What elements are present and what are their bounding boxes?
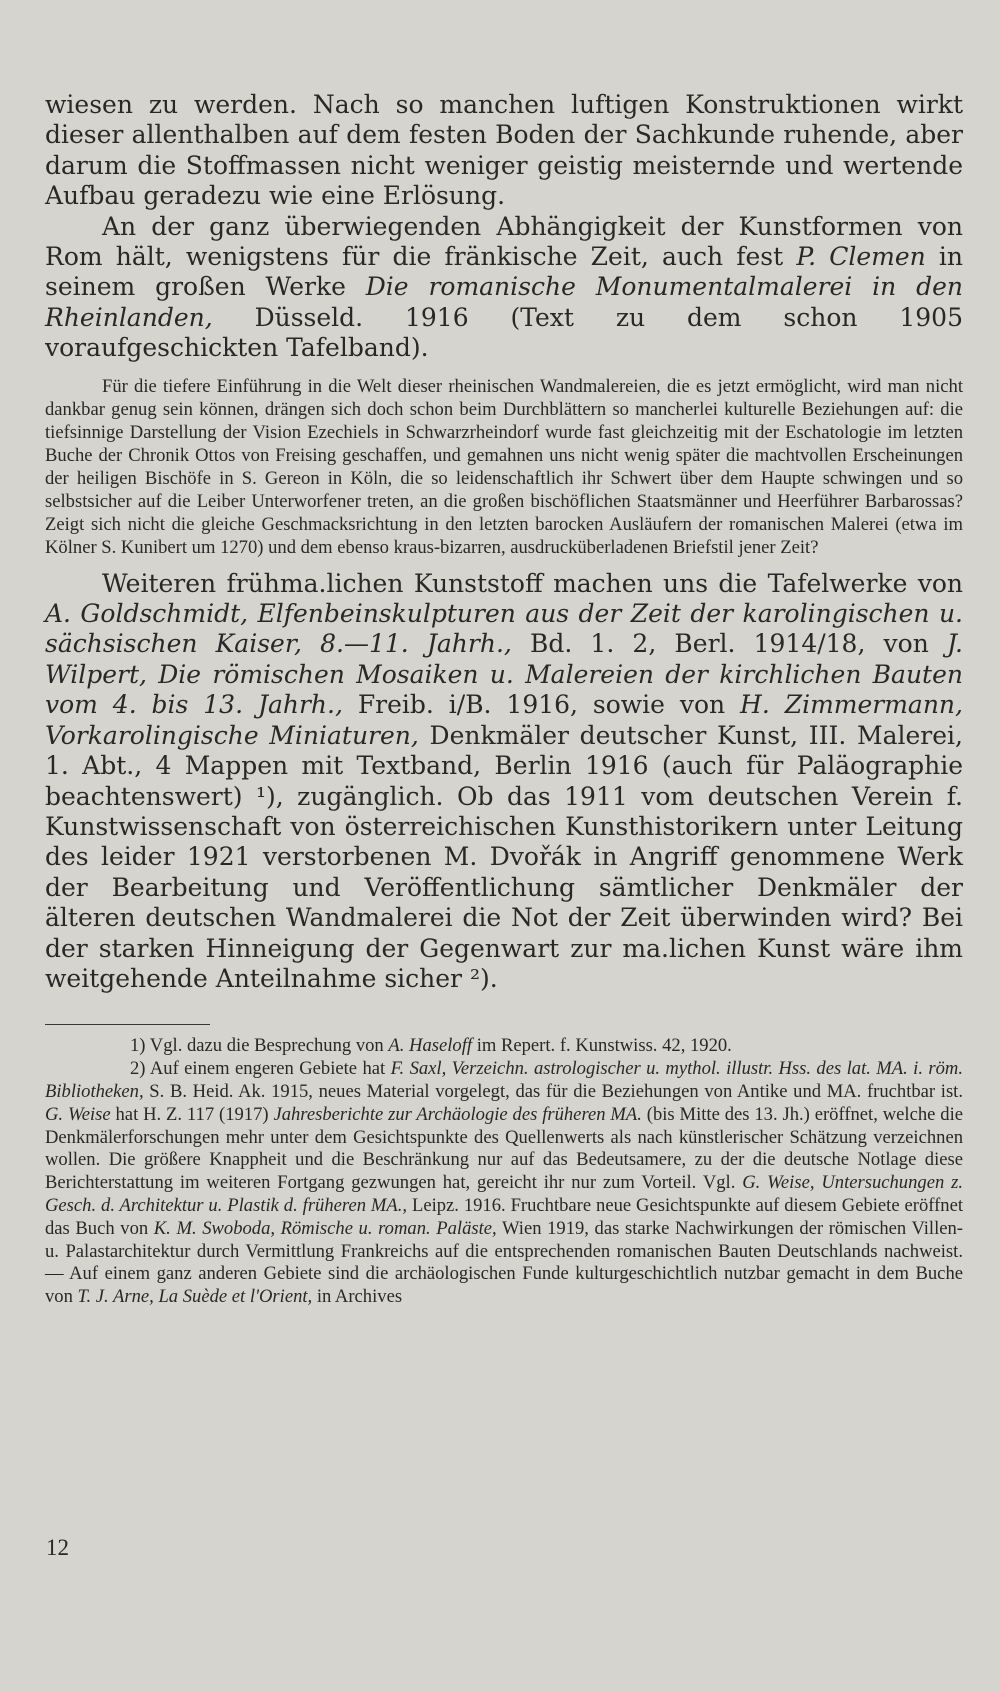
author-name: A. Haseloff [388, 1035, 473, 1057]
text-segment: Denkmäler deutscher Kunst, III. Malerei, 1. Abt., 4 Mappen mit Textband, Berlin 1916 (auch für Paläographie beachtenswert) ¹), zugänglich. Ob das 1911 vom deutschen Verein f. Kunstwissenschaft von österreichischen Kunsthistorikern unter Leitung des leider 1921 verstorbenen M. Dvořák in Angriff genommene Werk der Bearbeitung und Veröffentlichung sämtlicher Denkmäler der älteren deutschen Wandmalerei die Not der Zeit überwinden wird? Bei der starken Hinneigung der Gegenwart zur ma.lichen Kunst wäre ihm weitgehende Anteilnahme sicher ²). [45, 720, 963, 993]
text-segment: 1) Vgl. dazu die Besprechung von [130, 1035, 389, 1057]
citation-jahresberichte: Jahresberichte zur Archäologie des früheren MA. [273, 1103, 642, 1125]
text-segment: An der ganz überwiegenden Abhängigkeit der Kunstformen von Rom hält, wenigstens für die fränkische Zeit, auch fest [45, 211, 963, 272]
citation-arne: T. J. Arne, La Suède et l'Orient, [77, 1286, 313, 1308]
citation-swoboda: K. M. Swoboda, Römische u. roman. Paläste, [153, 1217, 497, 1239]
page-number: 12 [46, 1535, 69, 1560]
footnote-divider [45, 1024, 210, 1025]
citation-wilpert: J. Wilpert, Die römischen Mosaiken u. Malereien der kirchlichen Bauten vom 4. bis 13. Jahrh., [45, 629, 963, 720]
text-segment: hat H. Z. 117 (1917) [110, 1103, 274, 1125]
text-segment: Freib. i/B. 1916, sowie von [342, 690, 741, 720]
author-name: G. Weise [45, 1103, 111, 1125]
text-segment: Weiteren frühma.lichen Kunststoff machen uns die Tafelwerke von [102, 568, 963, 598]
paragraph-clemen [45, 212, 963, 364]
author-name: P. Clemen [796, 242, 926, 272]
book-title: Die romanische Monumentalmalerei in den Rheinlanden, [45, 272, 963, 332]
text-segment: im Repert. f. Kunstwiss. 42, 1920. [472, 1035, 732, 1057]
text-segment: Düsseld. 1916 (Text zu dem schon 1905 voraufgeschickten Tafelband). [45, 302, 963, 363]
text-segment: 2) Auf einem engeren Gebiete hat [130, 1058, 391, 1080]
citation-saxl: F. Saxl, Verzeichn. astrologischer u. mythol. illustr. Hss. des lat. MA. i. röm. Bibliotheken, [45, 1058, 963, 1102]
text-segment: Leipz. 1916. Fruchtbare neue Gesichtspunkte auf diesem Gebiete eröffnet das Buch von [45, 1194, 964, 1239]
text-segment: Bd. 1. 2, Berl. 1914/18, von [511, 629, 947, 659]
citation-weise: G. Weise, Untersuchungen z. Gesch. d. Architektur u. Plastik d. früheren MA., [45, 1172, 963, 1216]
citation-zimmermann: H. Zimmermann, Vorkarolingische Miniaturen, [45, 690, 963, 750]
text-segment: in seinem großen Werke [45, 242, 963, 302]
footnote-1 [45, 1035, 963, 1058]
text-segment: S. B. Heid. Ak. 1915, neues Material vorgelegt, das für die Beziehungen von Antike und MA. fruchtbar ist. [143, 1080, 963, 1102]
paragraph-smallprint: Für die tiefere Einführung in die Welt dieser rheinischen Wandmalereien, die es jetzt ermöglicht, wird man nicht dankbar genug sein können, drängen sich doch schon beim Durchblättern so mancherlei kulturelle Beziehungen auf: die tiefsinnige Darstellung der Vision Ezechiels in Schwarzrheindorf wurde fast gleichzeitig mit der Eschatologie im letzten Buche der Chronik Ottos von Freising geschaffen, und gemahnen uns nicht wenig später die machtvollen Erscheinungen der heiligen Bischöfe in S. Gereon in Köln, die so leidenschaftlich ihr Schwert über dem Haupte schwingen und so selbstsicher auf die Leiber Unterworfener treten, an die großen bischöflichen Staatsmänner und Heerführer Barbarossas? Zeigt sich nicht die gleiche Geschmacksrichtung in den letzten barocken Ausläufern der romanischen Malerei (etwa im Kölner S. Kunibert um 1270) und dem ebenso kraus-bizarren, ausdrucküberladenen Briefstil jener Zeit? [45, 375, 963, 558]
paragraph-continuation: wiesen zu werden. Nach so manchen luftigen Konstruktionen wirkt dieser allenthalben auf dem festen Boden der Sachkunde ruhende, aber darum die Stoffmassen nicht weniger geistig meisternde und wertende Aufbau geradezu wie eine Erlösung. [45, 90, 963, 211]
citation-goldschmidt: A. Goldschmidt, Elfenbeinskulpturen aus der Zeit der karolingischen u. sächsischen Kaiser, 8.—11. Jahrh., [45, 599, 963, 659]
text-segment: Wien 1919, das starke Nachwirkungen der römischen Villen- u. Palastarchitektur durch Vermittlung Frankreichs auf die entsprechenden romanischen Bauten Deutschlands nachweist. — Auf einem ganz anderen Gebiete sind die archäologischen Funde kulturgeschichtlich nutzbar gemacht in dem Buche von [45, 1217, 963, 1308]
page-body [45, 90, 963, 1309]
footnote-2 [45, 1058, 963, 1309]
paragraph-tafelwerke [45, 569, 963, 995]
text-segment: in Archives [312, 1286, 403, 1308]
text-segment: (bis Mitte des 13. Jh.) eröffnet, welche die Denkmälerforschungen mehr unter dem Gesichtspunkte des Quellenwerts als nach künstlerischer Schätzung verzeichnen wollen. Die größere Knappheit und die Beschränkung nur auf das Bedeutsamere, zu der die deutsche Notlage diese Berichterstattung im weiteren Fortgang gezwungen hat, gereicht ihr nur zum Vorteil. Vgl. [45, 1103, 963, 1194]
